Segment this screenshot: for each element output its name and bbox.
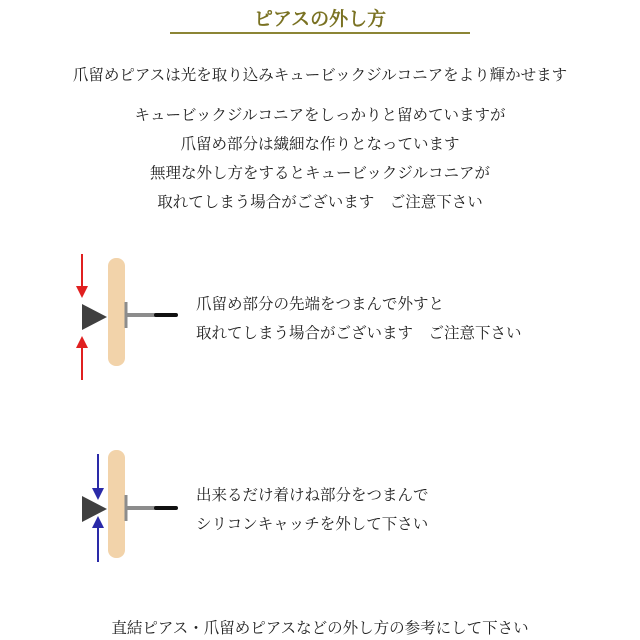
page-title: ピアスの外し方 <box>253 8 387 30</box>
stone-shape <box>82 496 107 522</box>
intro-text: 爪留めピアスは光を取り込みキュービックジルコニアをより輝かせます <box>72 66 568 84</box>
correct-removal-diagram <box>60 446 190 576</box>
pinch-arrow-top-icon <box>76 254 88 298</box>
caption-line: シリコンキャッチを外して下さい <box>196 515 429 533</box>
pinch-arrow-top-icon <box>92 454 104 500</box>
caution-notes <box>0 101 640 217</box>
note-line: 無理な外し方をするとキュービックジルコニアが <box>150 164 490 182</box>
earlobe-shape <box>108 258 125 366</box>
caption-line: 取れてしまう場合がございます ご注意下さい <box>196 324 522 342</box>
pinch-arrow-bottom-icon <box>76 336 88 380</box>
wrong-removal-caption <box>196 290 522 348</box>
pinch-arrow-bottom-icon <box>92 516 104 562</box>
footer-text: 直結ピアス・爪留めピアスなどの外し方の参考にして下さい <box>111 619 529 637</box>
note-line: 取れてしまう場合がございます ご注意下さい <box>157 193 483 211</box>
title-underline <box>170 32 470 34</box>
caption-line: 出来るだけ着けね部分をつまんで <box>196 486 429 504</box>
earlobe-shape <box>108 450 125 558</box>
note-line: キュービックジルコニアをしっかりと留めていますが <box>134 106 506 124</box>
caption-line: 爪留め部分の先端をつまんで外すと <box>196 295 445 313</box>
wrong-removal-diagram <box>60 252 190 382</box>
correct-removal-caption <box>196 481 429 539</box>
stone-shape <box>82 304 107 330</box>
note-line: 爪留め部分は繊細な作りとなっています <box>180 135 460 153</box>
